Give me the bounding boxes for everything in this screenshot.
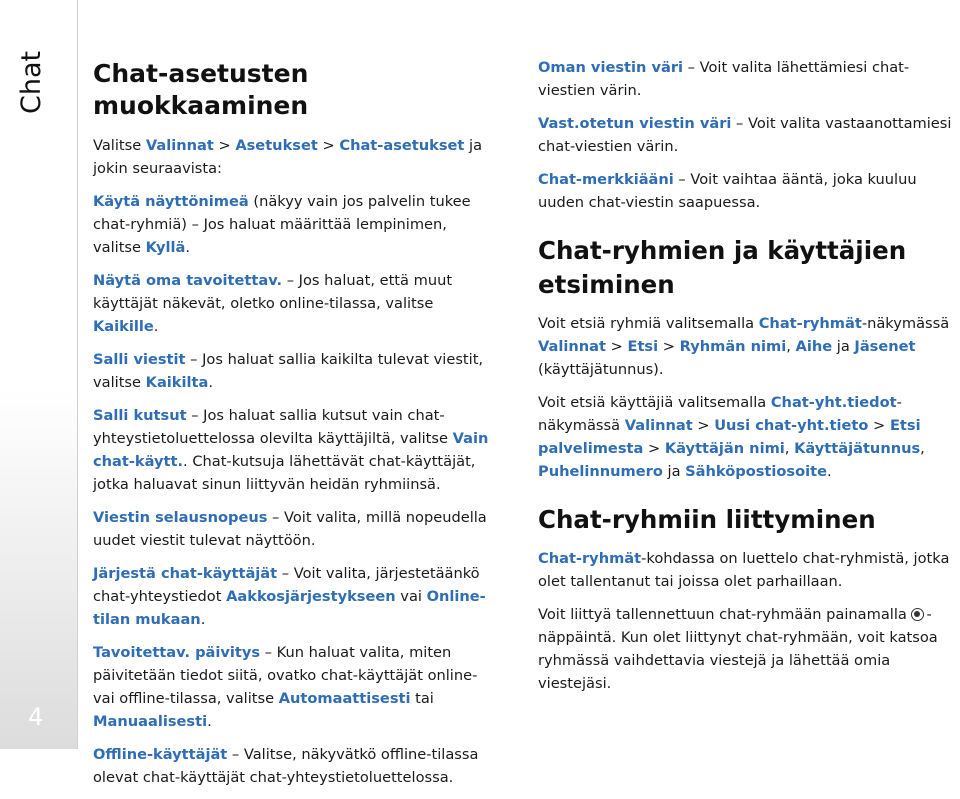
menu-term: Valinnat <box>538 338 606 355</box>
text: vai <box>395 588 427 605</box>
setting-show-availability <box>93 269 498 338</box>
setting-own-message-color <box>538 56 956 102</box>
text: . Chat-kutsuja lähettävät chat-käyttäjät, jotka haluavat sinun liittyvän heidän ryhmiinsä. <box>93 453 476 493</box>
text: (käyttäjätunnus). <box>538 361 664 378</box>
text: – Kun haluat valita, miten päivitetään tiedot siitä, ovatko chat-käyttäjät online- vai offline-tilassa, valitse <box>93 644 478 707</box>
menu-term: Chat-merkkiääni <box>538 171 674 188</box>
menu-term: Etsi palvelimesta <box>538 417 921 457</box>
text: . <box>200 611 206 628</box>
setting-alert-tone <box>538 168 956 214</box>
text: > <box>643 440 665 457</box>
menu-term: Chat-yht.tiedot <box>770 394 897 411</box>
text: . <box>153 318 159 335</box>
text: . <box>207 713 212 730</box>
text: -näkymässä <box>861 315 950 332</box>
text: ja <box>662 463 686 480</box>
section-heading-join: Chat-ryhmiin liittyminen <box>538 505 876 534</box>
chapter-title: Chat <box>16 50 47 114</box>
menu-term: Valinnat <box>145 137 214 154</box>
search-groups-paragraph <box>538 312 956 381</box>
text: , <box>784 440 795 457</box>
menu-term: Chat-asetukset <box>339 137 465 154</box>
groups-list-paragraph <box>538 547 956 593</box>
right-column <box>538 56 956 705</box>
menu-term: Manuaalisesti <box>93 713 208 730</box>
menu-term: Uusi chat-yht.tieto <box>714 417 869 434</box>
search-users-paragraph <box>538 391 956 483</box>
text: Voit liittyä tallennettuun chat-ryhmään painamalla <box>538 606 912 623</box>
page-number: 4 <box>28 703 44 731</box>
menu-term: Kaikilta <box>145 374 209 391</box>
text: Voit etsiä käyttäjiä valitsemalla <box>538 394 771 411</box>
menu-term: Aihe <box>795 338 833 355</box>
text: , <box>920 440 925 457</box>
text: – Voit valita lähettämiesi chat-viestien värin. <box>538 59 910 99</box>
text: > <box>213 137 236 154</box>
menu-term: Offline-käyttäjät <box>93 746 228 763</box>
menu-term: Käyttäjätunnus <box>794 440 921 457</box>
menu-term: Kaikille <box>93 318 154 335</box>
menu-term: Vain chat-käytt. <box>93 430 489 470</box>
menu-term: Oman viestin väri <box>538 59 684 76</box>
setting-scroll-speed <box>93 506 498 552</box>
text: tai <box>410 690 434 707</box>
menu-term: Etsi <box>627 338 659 355</box>
text: – Jos haluat sallia kaikilta tulevat viestit, valitse <box>93 351 484 391</box>
menu-term: Chat-ryhmät <box>538 550 642 567</box>
menu-term: Salli viestit <box>93 351 186 368</box>
menu-term: Asetukset <box>235 137 318 154</box>
menu-term: Tavoitettav. päivitys <box>93 644 261 661</box>
setting-sort-contacts <box>93 562 498 631</box>
text: , <box>786 338 796 355</box>
menu-term: Ryhmän nimi <box>679 338 787 355</box>
setting-allow-invitations <box>93 404 498 496</box>
menu-term: Vast.otetun viestin väri <box>538 115 732 132</box>
menu-term: Käytä näyttönimeä <box>93 193 249 210</box>
text: > <box>868 417 890 434</box>
menu-term: Järjestä chat-käyttäjät <box>93 565 278 582</box>
menu-term: Kyllä <box>145 239 186 256</box>
menu-term: Aakkosjärjestykseen <box>226 588 396 605</box>
text: ja jokin seuraavista: <box>93 137 483 177</box>
menu-term: Sähköpostiosoite <box>685 463 827 480</box>
setting-availability-update <box>93 641 498 733</box>
text: – Voit valita vastaanottamiesi chat-viestien värin. <box>538 115 952 155</box>
text: > <box>658 338 680 355</box>
setting-allow-messages <box>93 348 498 394</box>
menu-term: Puhelinnumero <box>538 463 663 480</box>
menu-term: Chat-ryhmät <box>758 315 862 332</box>
text: > <box>317 137 340 154</box>
joystick-press-icon <box>911 608 924 621</box>
menu-term: Salli kutsut <box>93 407 187 424</box>
menu-term: Online-tilan mukaan <box>93 588 486 628</box>
menu-term: Valinnat <box>624 417 693 434</box>
menu-term: Näytä oma tavoitettav. <box>93 272 283 289</box>
chapter-sidebar <box>0 0 78 749</box>
menu-term: Jäsenet <box>854 338 916 355</box>
setting-display-name <box>93 190 498 259</box>
text: Voit etsiä ryhmiä valitsemalla <box>538 315 759 332</box>
menu-term: Viestin selausnopeus <box>93 509 268 526</box>
text: . <box>185 239 191 256</box>
text: -näkymässä <box>538 394 902 434</box>
section-heading-search: Chat-ryhmien ja käyttäjien etsiminen <box>538 236 907 299</box>
text: – Jos haluat, että muut käyttäjät näkevät, oletko online-tilassa, valitse <box>93 272 453 312</box>
text: > <box>605 338 628 355</box>
text: -näppäintä. Kun olet liittynyt chat-ryhmään, voit katsoa ryhmässä vaihdettavia viestejä ja lähettää omia viestejäsi. <box>538 606 938 692</box>
left-column <box>93 58 498 799</box>
text: Valitse <box>93 137 146 154</box>
setting-offline-users <box>93 743 498 789</box>
join-group-paragraph <box>538 603 956 695</box>
text: – Jos haluat sallia kutsut vain chat-yhteystietoluettelossa olevilta käyttäjiltä, valitse <box>93 407 453 447</box>
text: . <box>827 463 832 480</box>
text: – Valitse, näkyvätkö offline-tilassa olevat chat-käyttäjät chat-yhteystietoluettelossa. <box>93 746 479 786</box>
menu-term: Käyttäjän nimi <box>664 440 785 457</box>
text: ja <box>832 338 855 355</box>
intro-paragraph <box>93 134 498 180</box>
text: – Voit valita, järjestetäänkö chat-yhteystiedot <box>93 565 480 605</box>
text: (näkyy vain jos palvelin tukee chat-ryhmiä) – Jos haluat määrittää lempinimen, valitse <box>93 193 471 256</box>
section-heading: Chat-asetusten muokkaaminen <box>93 59 309 120</box>
text: – Voit valita, millä nopeudella uudet viestit tulevat näyttöön. <box>93 509 487 549</box>
text: . <box>208 374 213 391</box>
text: -kohdassa on luettelo chat-ryhmistä, jotka olet tallentanut tai joissa olet parhaillaan. <box>538 550 950 590</box>
text: > <box>692 417 715 434</box>
menu-term: Automaattisesti <box>278 690 411 707</box>
setting-received-message-color <box>538 112 956 158</box>
text: – Voit vaihtaa ääntä, joka kuuluu uuden chat-viestin saapuessa. <box>538 171 917 211</box>
